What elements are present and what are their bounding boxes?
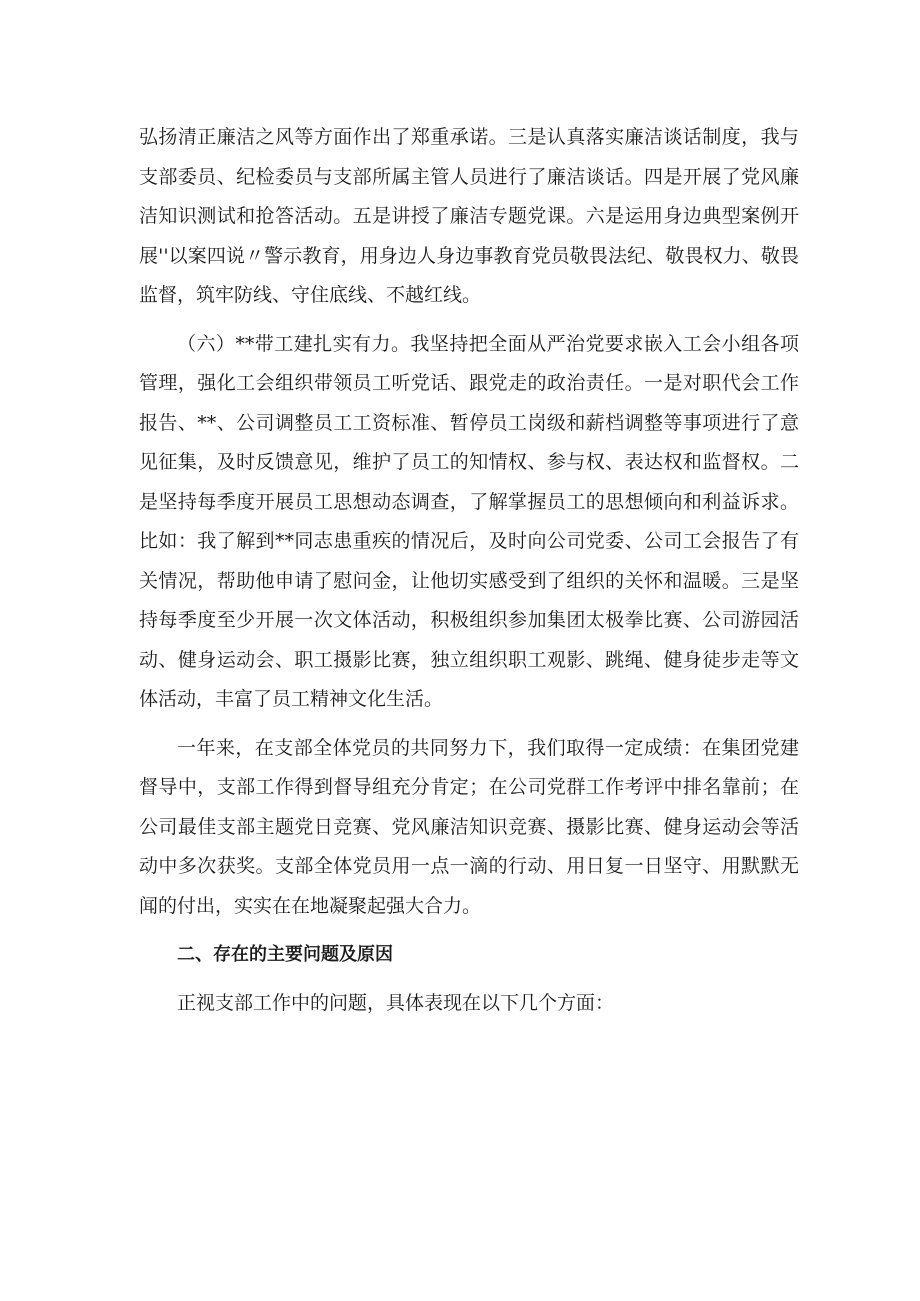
paragraph-problems-intro: 正视支部工作中的问题，具体表现在以下几个方面： bbox=[177, 991, 615, 1014]
paragraph-union-work: （六）**带工建扎实有力。我坚持把全面从严治党要求嵌入工会小组各项管理，强化工会组织带领员工听党话、跟党走的政治责任。一是对职代会工作报告、**、公司调整员工工资标准、暂停员工岗级和薪档调整等事项进行了意见征集，及时反馈意见，维护了员工的知情权、参与权、表达权和监督权。二是坚持每季度开展员工思想动态调查，了解掌握员工的思想倾向和利益诉求。比如：我了解到**同志患重疾的情况后，及时向公司党委、公司工会报告了有关情况，帮助他申请了慰问金，让他切实感受到了组织的关怀和温暖。三是坚持每季度至少开展一次文体活动，积极组织参加集团太极拳比赛、公司游园活动、健身运动会、职工摄影比赛，独立组织职工观影、跳绳、健身徒步走等文体活动，丰富了员工精神文化生活。 bbox=[139, 332, 799, 710]
section-heading: 二、存在的主要问题及原因 bbox=[177, 944, 393, 965]
paragraph-achievements: 一年来，在支部全体党员的共同努力下，我们取得一定成绩：在集团党建督导中，支部工作得到督导组充分肯定；在公司党群工作考评中排名靠前；在公司最佳支部主题党日竞赛、党风廉洁知识竞赛、摄影比赛、健身运动会等活动中多次获奖。支部全体党员用一点一滴的行动、用日复一日坚守、用默默无闻的付出，实实在在地凝聚起强大合力。 bbox=[139, 736, 799, 917]
document-body bbox=[139, 118, 799, 1032]
paragraph-continued: 弘扬清正廉洁之风等方面作出了郑重承诺。三是认真落实廉洁谈话制度，我与支部委员、纪检委员与支部所属主管人员进行了廉洁谈话。四是开展了党风廉洁知识测试和抢答活动。五是讲授了廉洁专题党课。六是运用身边典型案例开展''以案四说〃警示教育，用身边人身边事教育党员敬畏法纪、敬畏权力、敬畏监督，筑牢防线、守住底线、不越红线。 bbox=[139, 126, 799, 306]
